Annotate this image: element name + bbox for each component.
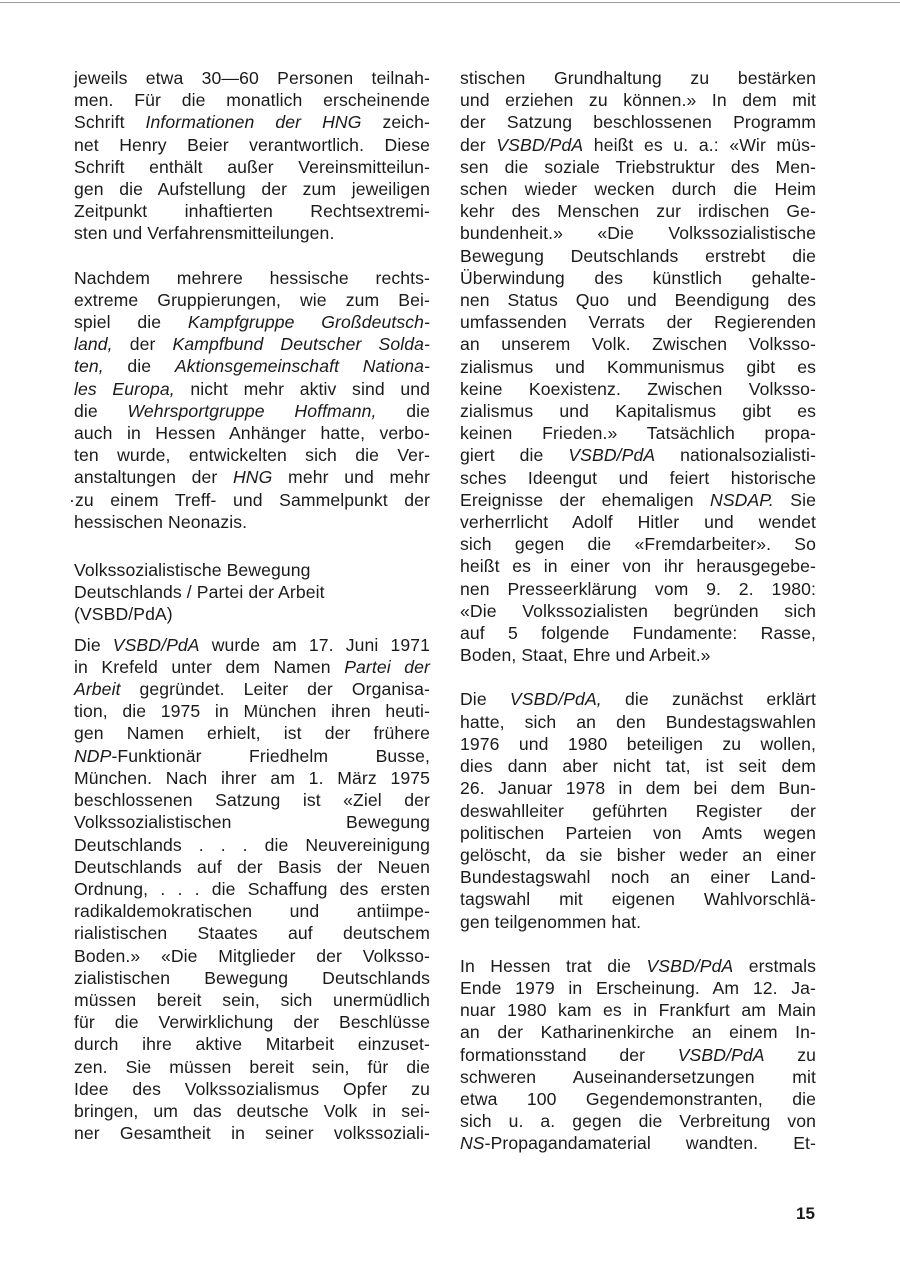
text-line: zialismus und Kommunismus gibt es [460,356,816,377]
text-line: beschlossenen Satzung ist «Ziel der [74,790,430,811]
text-line: umfassenden Verrats der Regierenden [460,312,816,333]
text-line: Die VSBD/PdA wurde am 17. Juni 1971 [74,634,430,655]
text-line: Schrift enthält außer Vereinsmitteilun- [74,156,430,177]
text-line: gen die Aufstellung der zum jeweiligen [74,179,430,200]
text-line: Ereignisse der ehemaligen NSDAP. Sie [460,489,816,510]
left-paragraph-3 [74,634,430,1145]
text-line: sen die soziale Triebstruktur des Men- [460,156,816,177]
text-line: sich u. a. gegen die Verbreitung von [460,1111,816,1132]
text-line: ten wurde, entwickelten sich die Ver- [74,445,430,466]
text-line: stischen Grundhaltung zu bestärken [460,68,816,88]
text-line: gelöscht, da sie bisher weder an einer [460,844,816,865]
text-line: rialistischen Staates auf deutschem [74,923,430,944]
text-line: München. Nach ihrer am 1. März 1975 [74,767,430,788]
right-column [460,67,816,1155]
right-paragraph-1 [460,67,816,666]
text-line: NDP-Funktionär Friedhelm Busse, [74,745,430,766]
text-line: 1976 und 1980 beteiligen zu wollen, [460,733,816,754]
text-line: net Henry Beier verantwortlich. Diese [74,134,430,155]
text-line: Idee des Volkssozialismus Opfer zu [74,1078,430,1099]
text-line: Die VSBD/PdA, die zunächst erklärt [460,689,816,710]
text-line: Schrift Informationen der HNG zeich- [74,112,430,133]
text-line: formationsstand der VSBD/PdA zu [460,1044,816,1065]
text-line: land, der Kampfbund Deutscher Solda- [74,334,430,355]
text-line: tion, die 1975 in München ihren heuti- [74,701,430,722]
text-line: verherrlicht Adolf Hitler und wendet [460,512,816,533]
text-line: Bundestagswahl noch an einer Land- [460,867,816,888]
text-line: Überwindung des künstlich gehalte- [460,267,816,288]
text-line: keine Koexistenz. Zwischen Volksso- [460,378,816,399]
section-heading [74,559,430,626]
text-line: nen Presseerklärung vom 9. 2. 1980: [460,578,816,599]
text-line: Volkssozialistischen Bewegung [74,812,430,833]
text-line: etwa 100 Gegendemonstranten, die [460,1088,816,1109]
text-line: keinen Frieden.» Tatsächlich propa- [460,423,816,444]
text-line: schen wieder wecken durch die Heim [460,179,816,200]
text-line: auf 5 folgende Fundamente: Rasse, [460,623,816,644]
text-line: an unserem Volk. Zwischen Volksso- [460,334,816,355]
text-line: ·zu einem Treff- und Sammelpunkt der [69,489,430,510]
text-line: Boden, Staat, Ehre und Arbeit.» [460,645,711,666]
text-line: «Die Volkssozialisten begründen sich [460,600,816,621]
text-line: bringen, um das deutsche Volk in sei- [74,1100,430,1121]
text-line: Bewegung Deutschlands erstrebt die [460,245,816,266]
text-line: durch ihre aktive Mitarbeit einzuset- [74,1034,430,1055]
text-line: der VSBD/PdA heißt es u. a.: «Wir müs- [460,134,816,155]
text-line: ten, die Aktionsgemeinschaft Nationa- [74,356,430,377]
text-line: gen Namen erhielt, ist der frühere [74,723,430,744]
text-line: deswahlleiter geführten Register der [460,800,816,821]
text-line: kehr des Menschen zur irdischen Ge- [460,201,816,222]
text-line: Zeitpunkt inhaftierten Rechtsextremi- [74,201,430,222]
heading-line: Deutschlands / Partei der Arbeit [74,582,325,603]
text-line: In Hessen trat die VSBD/PdA erstmals [460,955,816,976]
text-line: auch in Hessen Anhänger hatte, verbo- [74,423,430,444]
text-line: politischen Parteien von Amts wegen [460,822,816,843]
text-line: extreme Gruppierungen, wie zum Bei- [74,289,430,310]
text-line: bundenheit.» «Die Volkssozialistische [460,223,816,244]
text-line: 26. Januar 1978 in dem bei dem Bun- [460,778,816,799]
text-line: für die Verwirklichung der Beschlüsse [74,1012,430,1033]
left-paragraph-2 [69,267,430,533]
text-line: hatte, sich an den Bundestagswahlen [460,711,816,732]
text-line: zialistischen Bewegung Deutschlands [74,967,430,988]
text-line: anstaltungen der HNG mehr und mehr [74,467,430,488]
text-line: spiel die Kampfgruppe Großdeutsch- [74,312,430,333]
left-paragraph-1 [74,67,430,245]
text-line: nen Status Quo und Beendigung des [460,290,816,311]
text-line: giert die VSBD/PdA nationalsozialisti- [460,445,816,466]
text-line: zialismus und Kapitalismus gibt es [460,401,816,422]
left-column [69,67,430,1144]
text-line: der Satzung beschlossenen Programm [460,112,816,133]
text-line: nuar 1980 kam es in Frankfurt am Main [460,1000,816,1021]
publication-title: Informationen der HNG [145,112,362,133]
text-line: radikaldemokratischen und antiimpe- [74,901,430,922]
text-line: sches Ideengut und feiert historische [460,467,816,488]
text-line: les Europa, nicht mehr aktiv sind und [74,378,430,399]
text-line: tagswahl mit eigenen Wahlvorschlä- [460,889,816,910]
top-rule [0,2,900,3]
text-line: NS-Propagandamaterial wandten. Et- [460,1133,816,1154]
text-line: zen. Sie müssen bereit sein, für die [74,1056,430,1077]
right-paragraph-3 [460,955,816,1155]
text-line: ner Gesamtheit in seiner volkssoziali- [74,1123,430,1144]
page-number: 15 [796,1204,815,1223]
text-line: Deutschlands . . . die Neuvereinigung [74,834,430,855]
text-line: müssen bereit sein, sich unermüdlich [74,989,430,1010]
text-line: in Krefeld unter dem Namen Partei der [74,656,430,677]
text-line: heißt es in einer von ihr herausgegebe- [460,556,816,577]
text-line: die Wehrsportgruppe Hoffmann, die [74,400,430,421]
right-paragraph-2 [460,688,816,932]
text-line: Boden.» «Die Mitglieder der Volksso- [74,945,430,966]
text-line: Deutschlands auf der Basis der Neuen [74,856,430,877]
text-line: Ordnung, . . . die Schaffung des ersten [74,878,430,899]
heading-line: (VSBD/PdA) [74,604,173,625]
text-line: schweren Auseinandersetzungen mit [460,1066,816,1087]
text-line: gen teilgenommen hat. [460,911,642,932]
text-line: Arbeit gegründet. Leiter der Organisa- [74,679,430,700]
text-line: hessischen Neonazis. [74,511,248,532]
text-line: sten und Verfahrensmitteilungen. [74,223,335,244]
text-line: Ende 1979 in Erscheinung. Am 12. Ja- [460,977,816,998]
text-line: Nachdem mehrere hessische rechts- [74,267,430,288]
heading-line: Volkssozialistische Bewegung [74,560,311,581]
text-line: sich gegen die «Fremdarbeiter». So [460,534,816,555]
text-line: an der Katharinenkirche an einem In- [460,1022,816,1043]
text-line: und erziehen zu können.» In dem mit [460,90,816,111]
text-line: dies dann aber nicht tat, ist seit dem [460,756,816,777]
text-line: jeweils etwa 30—60 Personen teilnah- [74,68,430,88]
text-line: men. Für die monatlich erscheinende [74,90,430,111]
